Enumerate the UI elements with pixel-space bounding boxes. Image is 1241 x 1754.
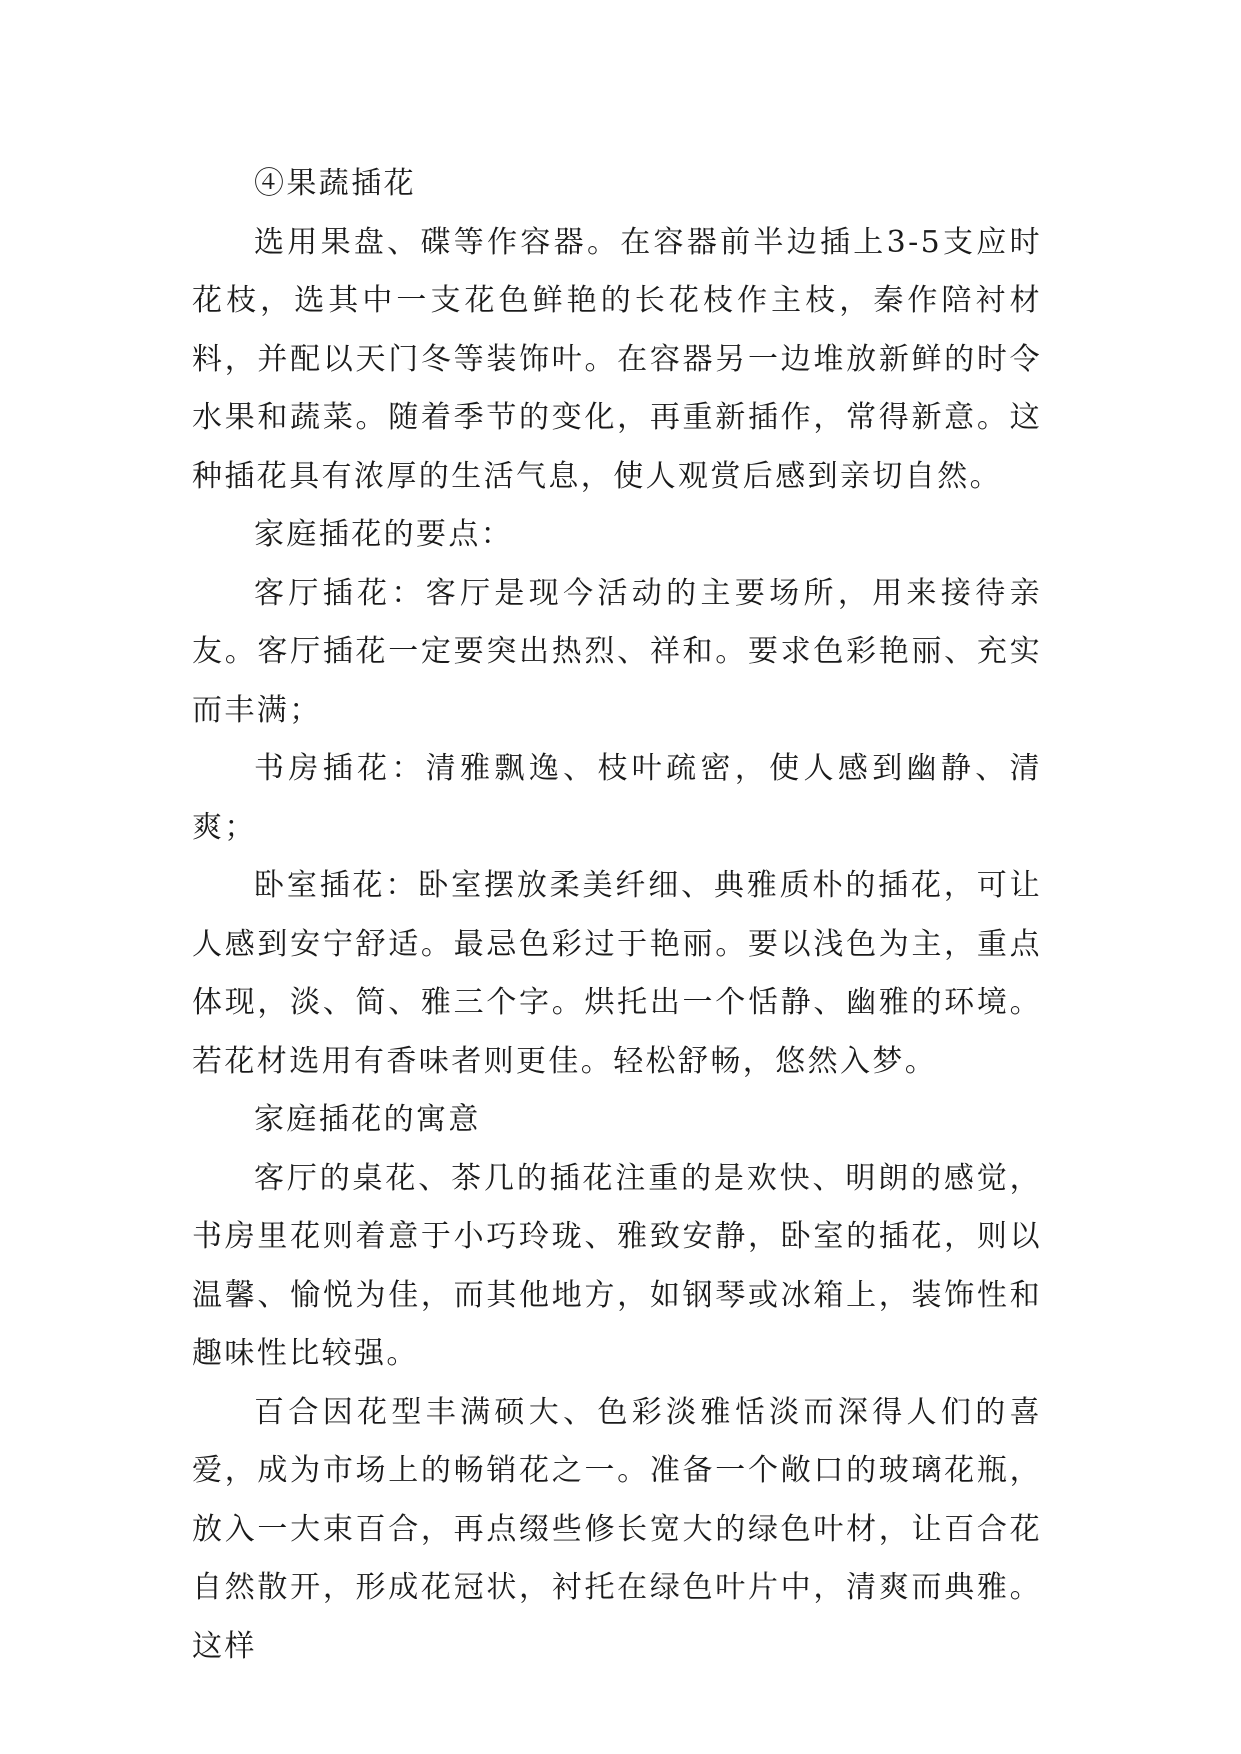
paragraph-lily: 百合因花型丰满硕大、色彩淡雅恬淡而深得人们的喜爱，成为市场上的畅销花之一。准备一个敞口的玻璃花瓶，放入一大束百合，再点缀些修长宽大的绿色叶材，让百合花自然散开，形成花冠状，衬托在绿色叶片中，清爽而典雅。这样 [192, 1394, 1042, 1664]
paragraph-meaning-body: 客厅的桌花、茶几的插花注重的是欢快、明朗的感觉，书房里花则着意于小巧玲珑、雅致安静，卧室的插花，则以温馨、愉悦为佳，而其他地方，如钢琴或冰箱上，装饰性和趣味性比较强。 [192, 1160, 1042, 1371]
paragraph-fruit-vegetable-heading: ④果蔬插花 [254, 166, 416, 201]
paragraph-study-room: 书房插花：清雅飘逸、枝叶疏密，使人感到幽静、清爽； [192, 751, 1042, 845]
document-page [192, 155, 1042, 1676]
paragraph-meaning-heading: 家庭插花的寓意 [254, 1102, 481, 1137]
paragraph-fruit-vegetable-body: 选用果盘、碟等作容器。在容器前半边插上3-5支应时花枝，选其中一支花色鲜艳的长花枝作主枝，秦作陪衬材料，并配以天门冬等装饰叶。在容器另一边堆放新鲜的时令水果和蔬菜。随着季节的变化，再重新插作，常得新意。这种插花具有浓厚的生活气息，使人观赏后感到亲切自然。 [192, 224, 1042, 494]
paragraph-living-room: 客厅插花：客厅是现今活动的主要场所，用来接待亲友。客厅插花一定要突出热烈、祥和。要求色彩艳丽、充实而丰满； [192, 575, 1042, 728]
paragraph-bedroom: 卧室插花：卧室摆放柔美纤细、典雅质朴的插花，可让人感到安宁舒适。最忌色彩过于艳丽。要以浅色为主，重点体现，淡、简、雅三个字。烘托出一个恬静、幽雅的环境。若花材选用有香味者则更佳。轻松舒畅，悠然入梦。 [192, 868, 1042, 1079]
paragraph-key-points-heading: 家庭插花的要点： [254, 517, 514, 552]
